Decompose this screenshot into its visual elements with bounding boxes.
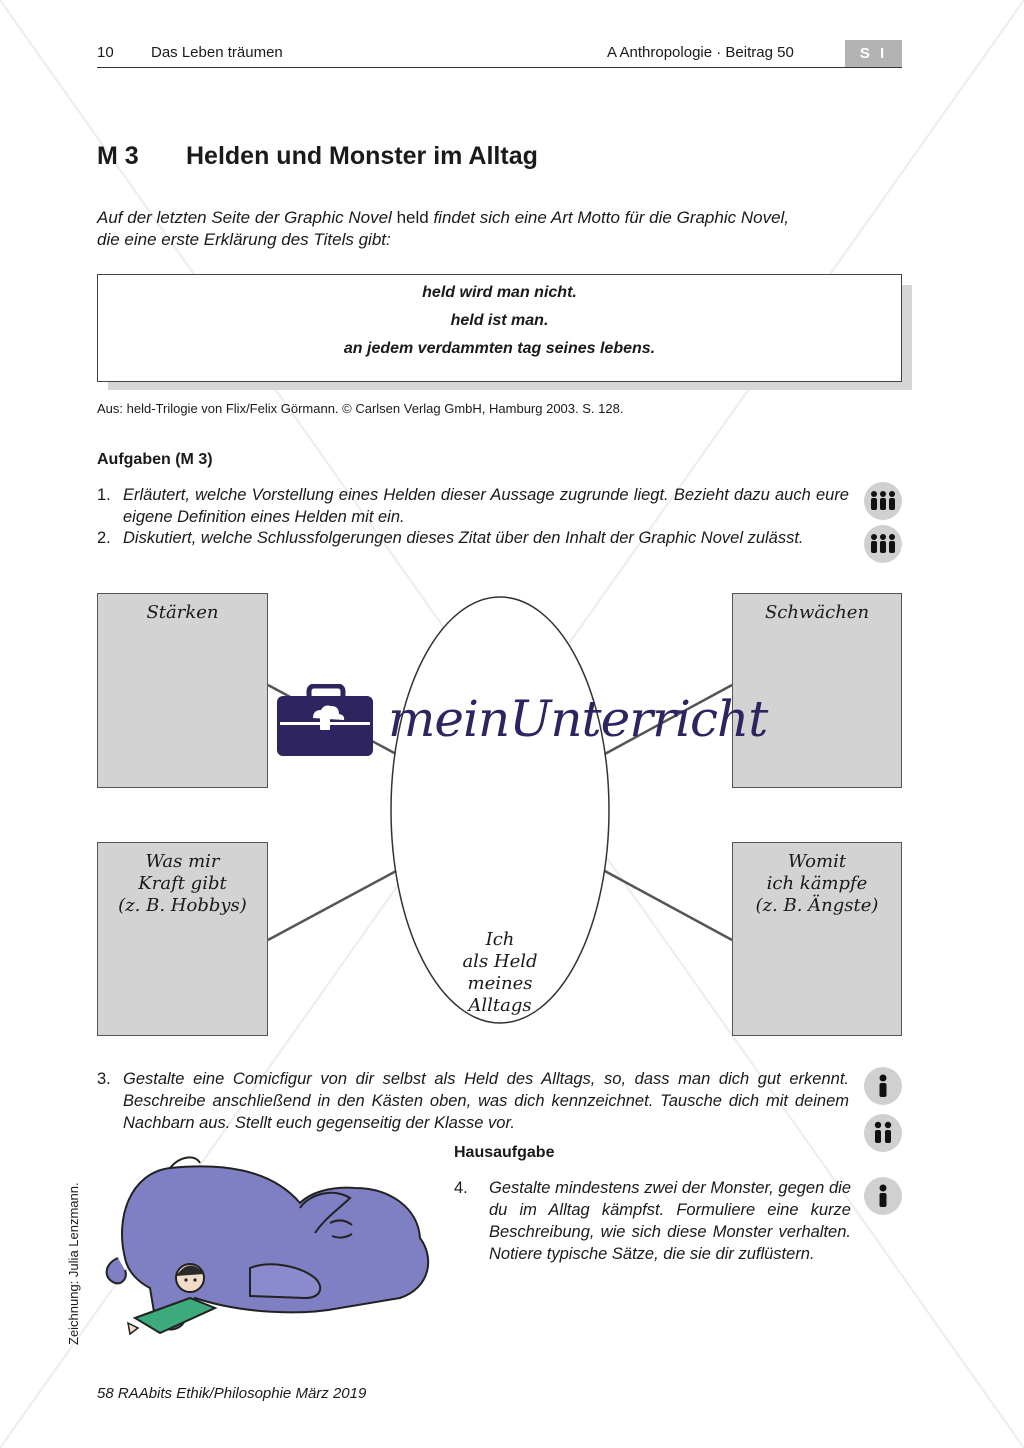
box-strengths: Stärken bbox=[97, 593, 268, 788]
task-text: Diskutiert, welche Schlussfolgerungen dieses Zitat über den Inhalt der Graphic Novel zulässt. bbox=[123, 529, 804, 547]
intro-line1-a: Auf der letzten Seite der Graphic Novel bbox=[97, 208, 392, 227]
box-struggles: Womit ich kämpfe (z. B. Ängste) bbox=[732, 842, 902, 1036]
task-number: 4. bbox=[454, 1179, 468, 1197]
tasks-heading: Aufgaben (M 3) bbox=[97, 451, 213, 468]
task-text: Erläutert, welche Vorstellung eines Helden dieser Aussage zugrunde liegt. Bezieht dazu auch eure eigene Definition eines Helden mit ein. bbox=[123, 486, 849, 526]
quote-box bbox=[97, 274, 902, 382]
intro-line1-c: findet sich eine Art Motto für die Graphic Novel, bbox=[433, 208, 790, 227]
task-text: Gestalte eine Comicfigur von dir selbst als Held des Alltags, so, dass man dich gut erkennt. Beschreibe anschließend in den Kästen oben, was dich kennzeichnet. Tausche dich mit deinem Nachbarn aus. Stellt euch gegenseitig der Klasse vor. bbox=[123, 1070, 849, 1132]
quote-source: Aus: held-Trilogie von Flix/Felix Görmann. © Carlsen Verlag GmbH, Hamburg 2003. S. 128. bbox=[97, 401, 624, 416]
watermark-brand: meinUnterricht bbox=[388, 690, 768, 748]
group-work-icon bbox=[863, 481, 903, 521]
header-rule bbox=[97, 67, 902, 68]
task-number: 1. bbox=[97, 486, 111, 504]
individual-work-icon bbox=[863, 1176, 903, 1216]
box-weaknesses: Schwächen bbox=[732, 593, 902, 788]
intro-novel-title: held bbox=[396, 208, 429, 227]
box-strength-sources: Was mir Kraft gibt (z. B. Hobbys) bbox=[97, 842, 268, 1036]
group-work-icon bbox=[863, 524, 903, 564]
task-number: 3. bbox=[97, 1070, 111, 1088]
quote-line: held wird man nicht. bbox=[422, 284, 577, 301]
task-2 bbox=[97, 527, 852, 571]
page-title: Helden und Monster im Alltag bbox=[186, 142, 538, 170]
page-number: 10 bbox=[97, 44, 114, 61]
task-1 bbox=[97, 484, 852, 528]
level-badge: S I bbox=[845, 40, 902, 68]
homework-heading: Hausaufgabe bbox=[454, 1144, 555, 1161]
material-number: M 3 bbox=[97, 142, 139, 170]
intro-line2: die eine erste Erklärung des Titels gibt: bbox=[97, 230, 391, 249]
briefcase-icon bbox=[277, 684, 375, 758]
task-text: Gestalte mindestens zwei der Monster, gegen die du im Alltag kämpfst. Formuliere eine kurze Beschreibung, wie sich diese Monster verhalten. Notiere typische Sätze, die sie dir zuflüstern. bbox=[489, 1179, 851, 1263]
oval-center-label: Ich als Held meines Alltags bbox=[462, 929, 538, 1016]
intro-text bbox=[97, 207, 907, 251]
task-3 bbox=[97, 1068, 852, 1134]
task-4 bbox=[454, 1177, 852, 1287]
monster-illustration bbox=[100, 1148, 445, 1348]
quote-line: an jedem verdammten tag seines lebens. bbox=[343, 340, 656, 357]
task-number: 2. bbox=[97, 529, 111, 547]
quote-line: held ist man. bbox=[450, 312, 549, 329]
page-footer: 58 RAAbits Ethik/Philosophie März 2019 bbox=[97, 1385, 367, 1402]
individual-work-icon bbox=[863, 1066, 903, 1106]
partner-work-icon bbox=[863, 1113, 903, 1153]
illustration-credit: Zeichnung: Julia Lenzmann. bbox=[66, 1182, 81, 1345]
section-label: A Anthropologie · Beitrag 50 bbox=[607, 44, 794, 61]
running-title: Das Leben träumen bbox=[151, 44, 283, 61]
